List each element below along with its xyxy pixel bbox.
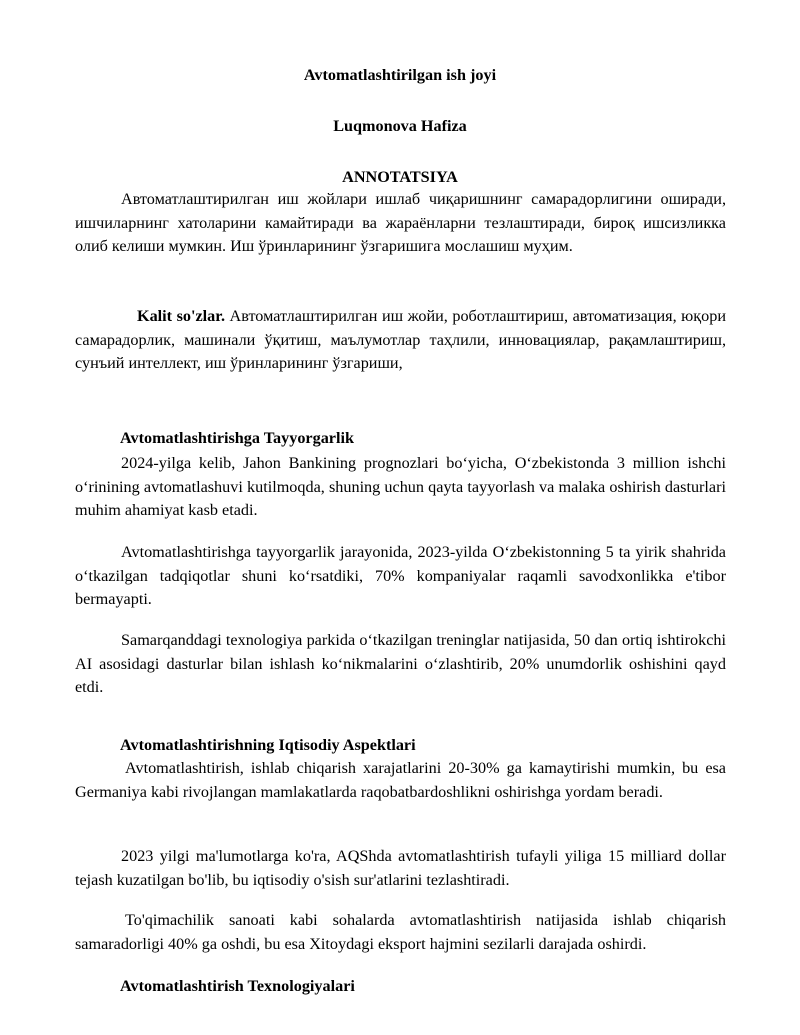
keywords-paragraph bbox=[75, 305, 726, 376]
section-paragraph: 2023 yilgi ma'lumotlarga ko'ra, AQShda avtomatlashtirish tufayli yiliga 15 milliard dollar tejash kuzatilgan bo'lib, bu iqtisodiy o'sish sur'atlarini tezlashtiradi. bbox=[75, 847, 726, 889]
section-paragraph-block bbox=[75, 629, 726, 700]
annotation-block bbox=[75, 188, 726, 259]
section-paragraph-block bbox=[75, 541, 726, 612]
section-heading: Avtomatlashtirishga Tayyorgarlik bbox=[120, 429, 354, 447]
annotation-heading: ANNOTATSIYA bbox=[342, 168, 458, 186]
author-name: Luqmonova Hafiza bbox=[333, 117, 467, 135]
section-paragraph-block bbox=[75, 757, 726, 804]
section-paragraph: 2024-yilga kelib, Jahon Bankining prognozlari boʻyicha, Oʻzbekistonda 3 million ishchi oʻrinining avtomatlashuvi kutilmoqda, shuning uchun qayta tayyorlash va malaka oshirish dasturlari muhim ahamiyat kasb etadi. bbox=[75, 454, 726, 520]
keywords-label: Kalit so'zlar. bbox=[137, 307, 225, 325]
section-paragraph-block bbox=[75, 845, 726, 892]
section-paragraph: To'qimachilik sanoati kabi sohalarda avtomatlashtirish natijasida ishlab chiqarish samaradorligi 40% ga oshdi, bu esa Xitoydagi eksport hajmini sezilarli darajada oshirdi. bbox=[75, 911, 726, 953]
section-paragraph-block bbox=[75, 909, 726, 956]
annotation-paragraph: Автоматлаштирилган иш жойлари ишлаб чиқаришнинг самарадорлигини оширади, ишчиларнинг хатоларини камайтиради ва жараёнларни тезлаштиради, бироқ ишсизликка олиб келиши мумкин. Иш ўринларининг ўзгаришига мослашиш муҳим. bbox=[75, 190, 726, 256]
section-paragraph: Avtomatlashtirishga tayyorgarlik jarayonida, 2023-yilda Oʻzbekistonning 5 ta yirik shahrida oʻtkazilgan tadqiqotlar shuni koʻrsatdiki, 70% kompaniyalar raqamli savodxonlikka e'tibor bermayapti. bbox=[75, 543, 726, 609]
section-paragraph-block bbox=[75, 452, 726, 523]
document-title: Avtomatlashtirilgan ish joyi bbox=[303, 66, 497, 84]
keywords-block bbox=[75, 305, 726, 376]
section-paragraph: Avtomatlashtirish, ishlab chiqarish xarajatlarini 20-30% ga kamaytirishi mumkin, bu esa Germaniya kabi rivojlangan mamlakatlarda raqobatbardoshlikni oshirishga yordam beradi. bbox=[75, 759, 726, 801]
section-paragraph: Samarqanddagi texnologiya parkida oʻtkazilgan treninglar natijasida, 50 dan ortiq ishtirokchi AI asosidagi dasturlar bilan ishlash koʻnikmalarini oʻzlashtirib, 20% unumdorlik oshishini qayd etdi. bbox=[75, 631, 726, 697]
section-heading: Avtomatlashtirishning Iqtisodiy Aspektlari bbox=[120, 736, 416, 754]
section-heading: Avtomatlashtirish Texnologiyalari bbox=[120, 977, 355, 995]
keywords-text: Автоматлаштирилган иш жойи, роботлаштириш, автоматизация, юқори самарадорлик, машинали ўқитиш, маълумотлар таҳлили, инновациялар, рақамлаштириш, сунъий интеллект, иш ўринларининг ўзгариши, bbox=[75, 307, 726, 373]
